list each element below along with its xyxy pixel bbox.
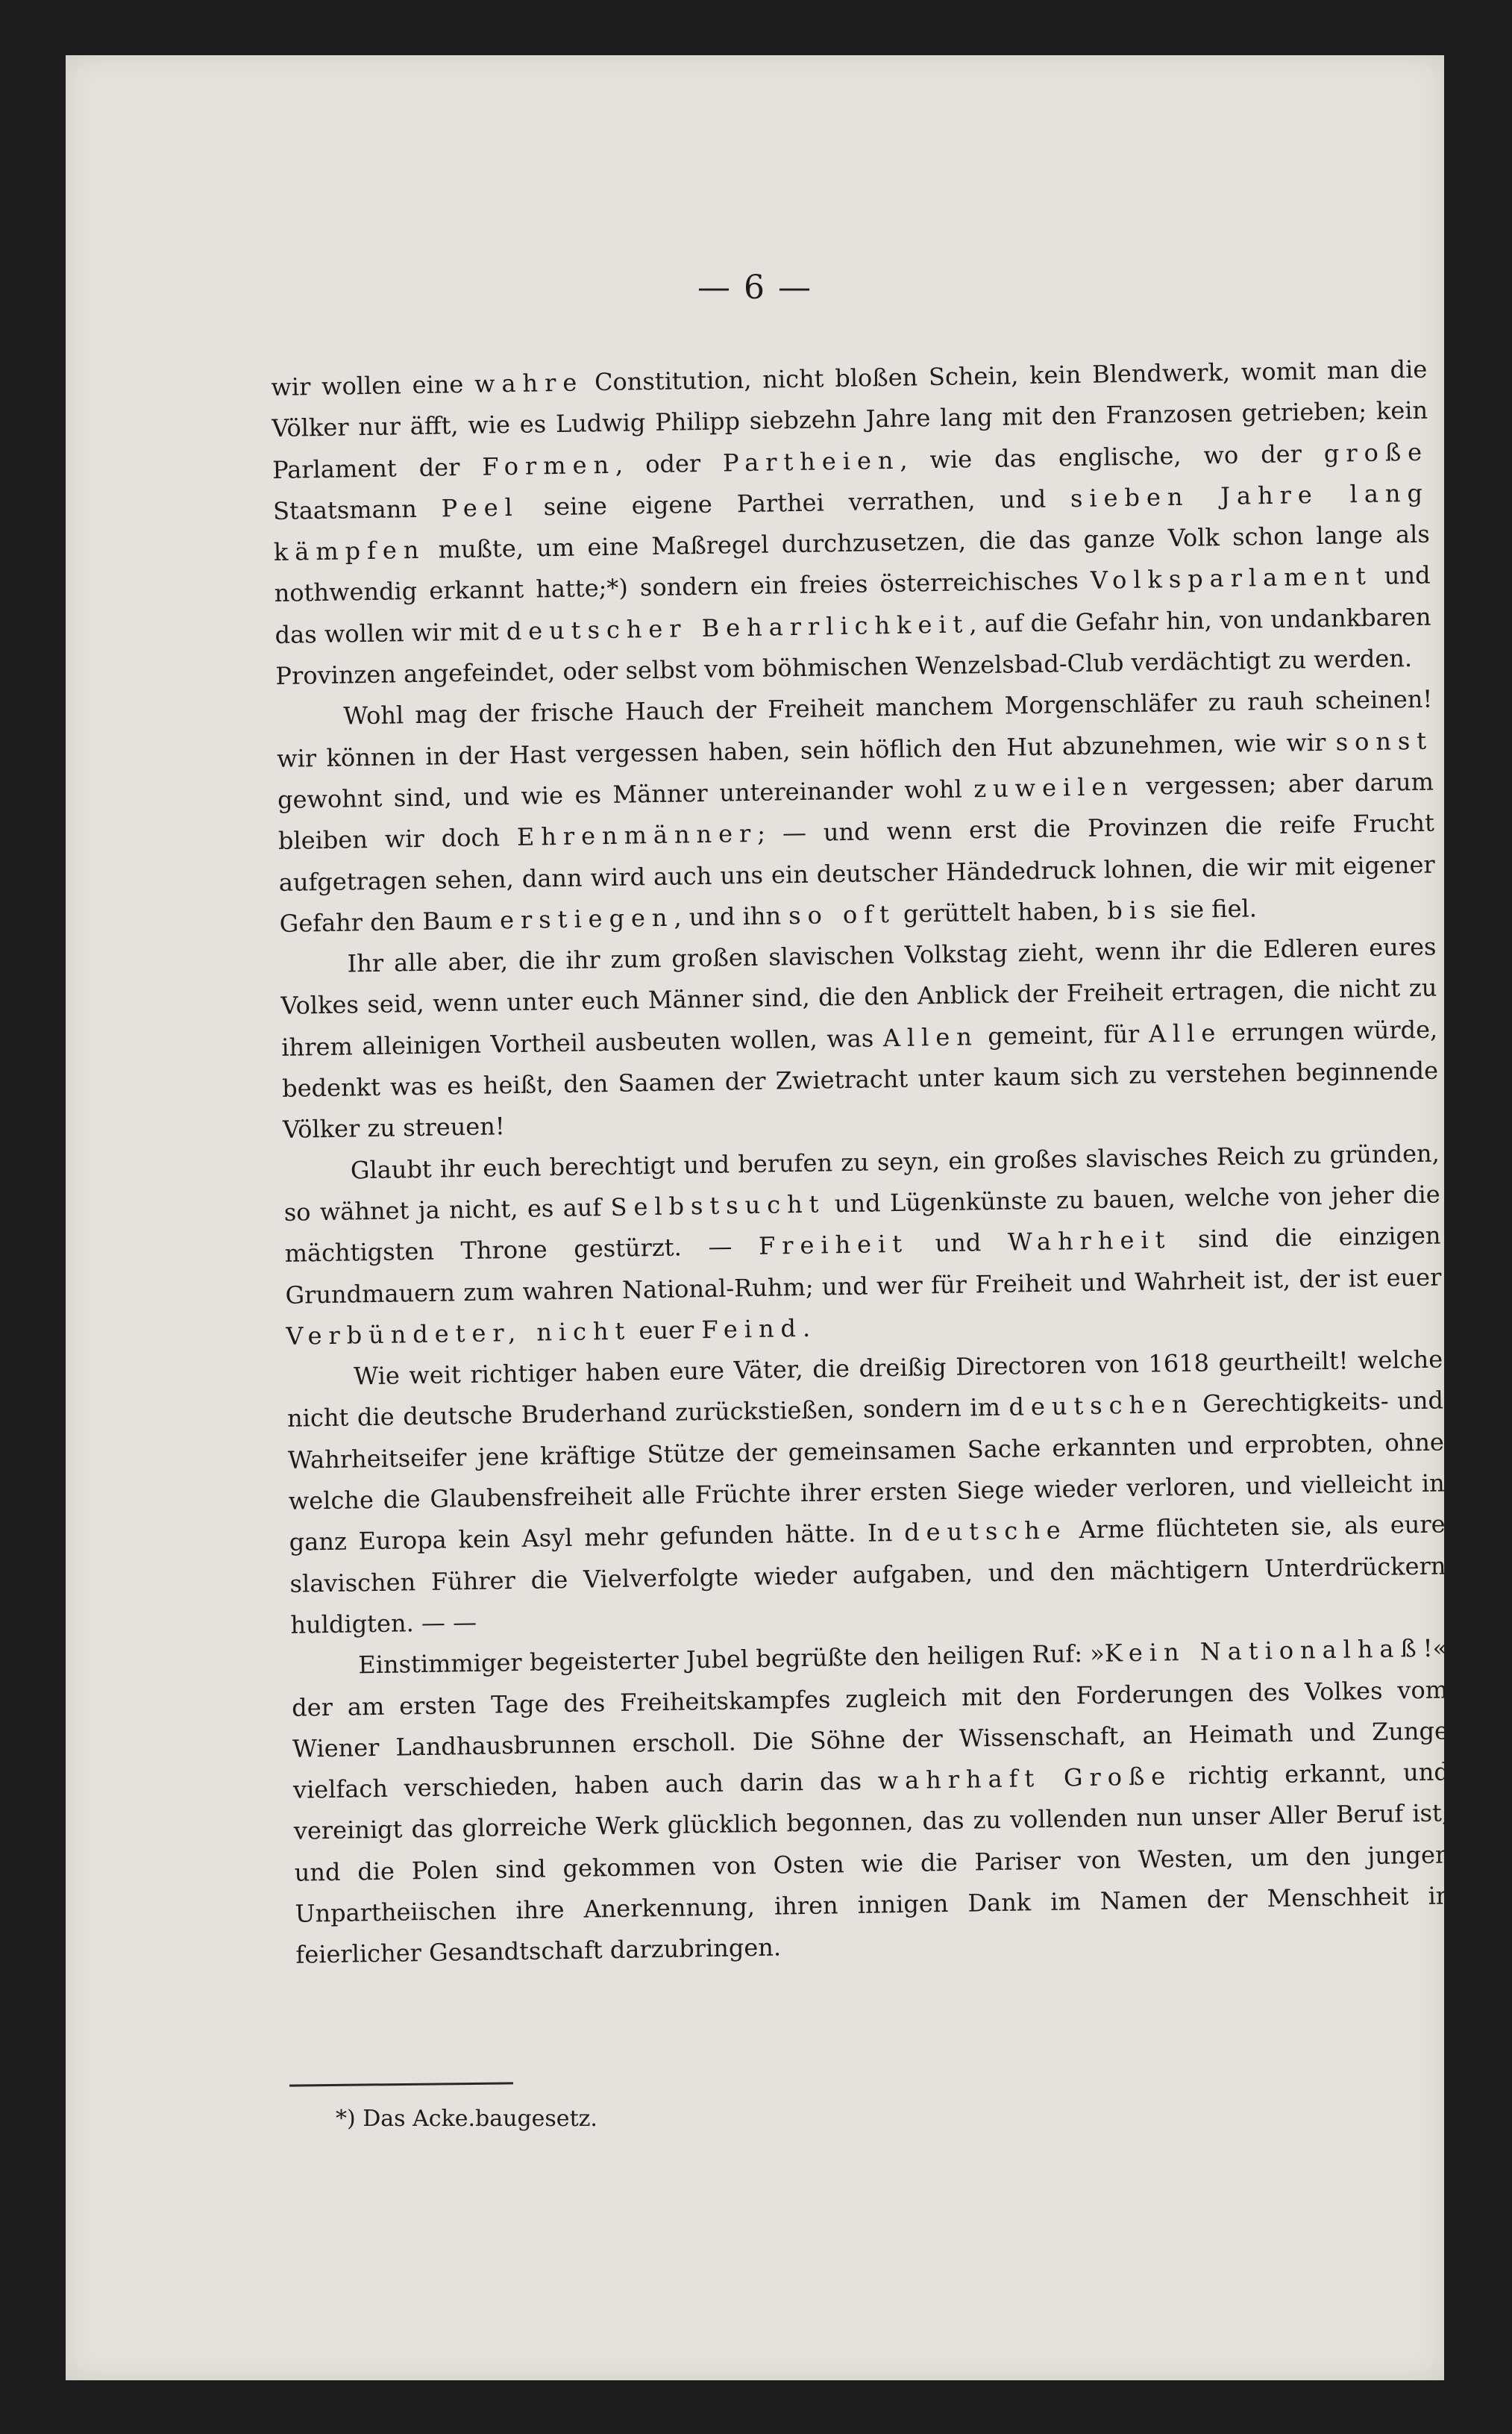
emphasized-text: Wahrheit [1007,1225,1172,1257]
emphasized-text: wahre [474,368,584,398]
text-segment: !« der am ersten Tage des Freiheitskampfes zugleich mit den Forderungen des Volkes vom Wiener Landhausbrunnen erscholl. Die Söhne der Wissenschaft, an Heimath und Zunge vielfach verschieden, haben auch darin das [291,1633,1449,1804]
paragraph [283,1133,1443,1357]
text-segment: Arme flüchteten sie, als eure slavischen Führer die Vielverfolgte wieder aufgaben, und den mächtigern Unterdrückern huldigten. — — [289,1509,1446,1639]
page-number: — 6 — [697,269,812,307]
text-segment: und Lügenkünste zu bauen, welche von jeher die mächtigsten Throne gestürzt. — [284,1180,1440,1268]
emphasized-text: Freiheit [758,1229,909,1261]
text-segment: richtig erkannt, und vereinigt das glorreiche Werk glücklich begonnen, das zu vollenden nun unser Aller Beruf ist; und die Polen sind gekommen von Osten wie die Pariser von Westen, um den jungen Unpartheiischen ihre Anerkennung, ihren innigen Dank im Namen der Menschheit in feierlicher Gesandtschaft darzubringen. [293,1757,1452,1970]
emphasized-text: Selbstsucht [610,1189,826,1221]
text-segment: Wie weit richtiger haben eure Väter, die dreißig Directoren von 1618 geurtheilt! welche nicht die deutsche Bruderhand zurückstießen, sondern im [286,1345,1443,1433]
text-segment: , auf die Gefahr hin, von undankbaren Provinzen angefeindet, oder selbst vom böhmischen Wenzelsbad-Club verdächtigt zu werden. [275,602,1431,691]
text-segment: seine eigene Parthei verrathen, und [518,484,1071,522]
text-segment: gemeint, für [978,1019,1149,1051]
emphasized-text: Alle [1148,1018,1223,1048]
emphasized-text: Ehrenmänner [516,819,758,852]
emphasized-text: zuweilen [973,772,1135,804]
body-text [271,349,1452,1977]
emphasized-text: Verbündeter, nicht [286,1316,632,1351]
emphasized-text: deutschen [1008,1390,1194,1422]
text-segment: euer [631,1315,702,1345]
text-segment: Einstimmiger begeisterter Jubel begrüßte den heiligen Ruf: » [358,1639,1105,1680]
book-page [66,55,1452,2380]
text-segment: Constitution, nicht bloßen Schein, kein Blendwerk, womit man die Völker nur äfft, wie es Ludwig Philipp siebzehn Jahre lang mit den Franzosen getrieben; kein Parlament der [271,354,1428,484]
text-segment: , und ihn [674,901,789,932]
text-segment: errungen würde, bedenkt was es heißt, den Saamen der Zwietracht unter kaum sich zu verstehen beginnende Völker zu streuen! [281,1015,1439,1145]
emphasized-text: Peel [441,492,520,523]
emphasized-text: Volksparlament [1090,562,1373,595]
paragraph [291,1628,1452,1977]
text-segment: sind die einzigen Grundmauern zum wahren National-Ruhm; und wer für Freiheit und Wahrheit ist, der ist euer [285,1221,1442,1310]
text-segment: sie fiel. [1162,894,1258,925]
emphasized-text: sonst [1335,726,1434,757]
text-segment: Staatsmann [272,494,442,525]
text-segment: , wie das englische, wo der [900,439,1325,475]
emphasized-text: Partheien [722,445,900,478]
text-segment: , oder [615,448,724,479]
emphasized-text: erstiegen [499,903,674,935]
emphasized-text: Kein Nationalhaß [1104,1634,1424,1668]
emphasized-text: große [1323,437,1429,468]
text-segment: gerüttelt haben, [895,896,1108,928]
paragraph [271,349,1432,698]
emphasized-text: Allen [882,1022,979,1052]
footnote: *) Das Acke.baugesetz. [336,2106,597,2132]
text-segment: gewohnt sind, und wie es Männer untereinander wohl [277,775,974,814]
paragraph [286,1339,1447,1646]
text-segment: und das wollen wir mit [275,561,1431,649]
text-segment: . [802,1313,811,1342]
text-segment: wir wollen eine [271,369,475,401]
emphasized-text: deutsche [903,1515,1067,1548]
text-segment: Gerechtigkeits- und Wahrheitseifer jene kräftige Stütze der gemeinsamen Sache erkannten und erprobten, ohne welche die Glaubensfreiheit alle Früchte ihrer ersten Siege wieder verloren, und vielleicht in ganz Europa kein Asyl mehr gefunden hätte. In [287,1386,1445,1557]
footnote-divider [289,2082,513,2086]
text-segment: Ihr alle aber, die ihr zum großen slavischen Volkstag zieht, wenn ihr die Edleren eures Volkes seid, wenn unter euch Männer sind, die den Anblick der Freiheit ertragen, die nicht zu ihrem alleinigen Vortheil ausbeuten wollen, was [280,932,1437,1062]
text-segment: und [908,1227,1008,1258]
emphasized-text: sieben Jahre lang kämpfen [273,478,1430,567]
emphasized-text: Formen [482,450,616,481]
emphasized-text: so oft [788,899,897,930]
emphasized-text: Feind [701,1313,803,1344]
text-segment: ; — und wenn erst die Provinzen die reife Frucht aufgetragen sehen, dann wird auch uns ein deutscher Händedruck lohnen, die wir mit eigener Gefahr den Baum [278,808,1435,938]
paragraph [280,927,1439,1151]
text-segment: mußte, um eine Maßregel durchzusetzen, die das ganze Volk schon lange als nothwendig erkannt hatte;*) sondern ein freies österreichisches [274,519,1431,608]
emphasized-text: bis [1106,895,1163,925]
text-segment: Glaubt ihr euch berechtigt und berufen zu seyn, ein großes slavisches Reich zu gründen, so wähnet ja nicht, es auf [283,1139,1440,1227]
emphasized-text: wahrhaft Große [877,1762,1173,1795]
emphasized-text: deutscher Beharrlichkeit [506,610,970,645]
text-segment: Wohl mag der frische Hauch der Freiheit manchem Morgenschläfer zu rauh scheinen! wir können in der Hast vergessen haben, sein höflich den Hut abzunehmen, wie wir [276,684,1433,773]
paragraph [276,679,1436,945]
text-segment: vergessen; aber darum bleiben wir doch [277,767,1434,856]
